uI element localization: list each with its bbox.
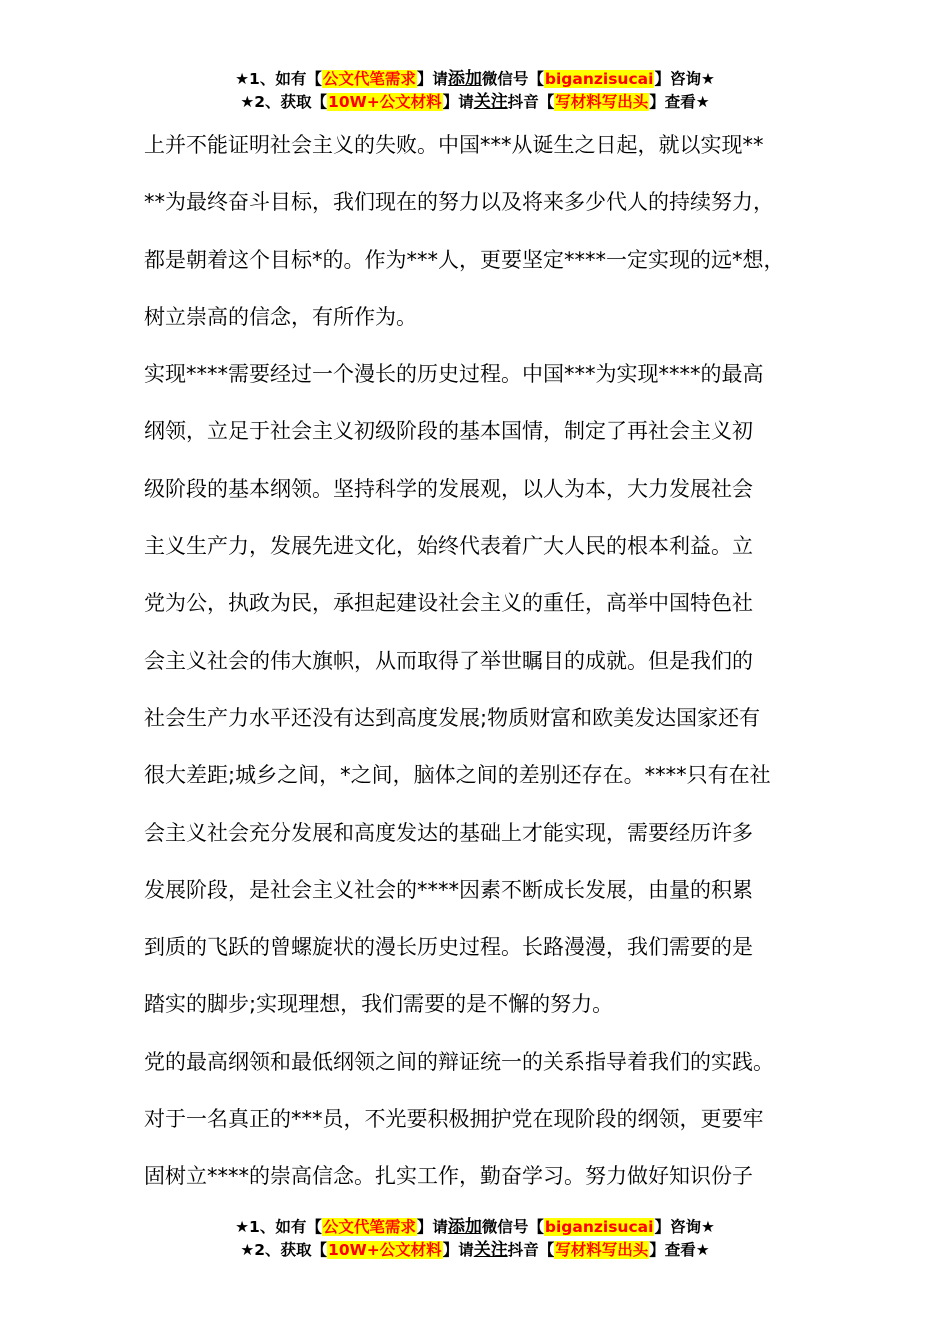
header-banner-top <box>0 68 950 114</box>
highlight-materials: 10W+公文材料 <box>328 1241 442 1259</box>
highlight-wechat-id: biganzisucai <box>544 70 654 88</box>
body-line: 固树立****的崇高信念。扎实工作，勤奋学习。努力做好知识份子 <box>144 1164 753 1189</box>
body-line: 党的最高纲领和最低纲领之间的辩证统一的关系指导着我们的实践。 <box>144 1049 774 1074</box>
body-line: 社会生产力水平还没有达到高度发展;物质财富和欧美发达国家还有 <box>144 705 761 730</box>
body-line: 级阶段的基本纲领。坚持科学的发展观，以人为本，大力发展社会 <box>144 476 753 501</box>
highlight-materials: 10W+公文材料 <box>328 93 442 111</box>
body-line: 到质的飞跃的曾螺旋状的漫长历史过程。长路漫漫，我们需要的是 <box>144 935 753 960</box>
body-line: 实现****需要经过一个漫长的历史过程。中国***为实现****的最高 <box>144 362 764 387</box>
body-line: 党为公，执政为民，承担起建设社会主义的重任，高举中国特色社 <box>144 591 753 616</box>
banner-text: 抖音【 <box>507 1241 555 1259</box>
body-line: 很大差距;城乡之间，*之间，脑体之间的差别还存在。****只有在社 <box>144 763 771 788</box>
banner-text: 】查看★ <box>649 93 710 111</box>
body-line: **为最终奋斗目标，我们现在的努力以及将来多少代人的持续努力， <box>144 190 774 215</box>
body-line: 都是朝着这个目标*的。作为***人，更要坚定****一定实现的远*想， <box>144 247 785 272</box>
banner-text: ★1、如有【 <box>235 1218 322 1236</box>
banner-line-1 <box>0 1216 950 1239</box>
banner-emphasis: 添加 <box>447 69 482 89</box>
body-line: 对于一名真正的***员，不光要积极拥护党在现阶段的纲领，更要牢 <box>144 1107 764 1132</box>
highlight-douyin-name: 写材料写出头 <box>555 1241 649 1259</box>
banner-text: 】咨询★ <box>654 70 715 88</box>
banner-text: 微信号【 <box>481 70 544 88</box>
banner-text: 】请 <box>416 70 448 88</box>
body-line: 会主义社会的伟大旗帜，从而取得了举世瞩目的成就。但是我们的 <box>144 648 753 673</box>
body-line: 纲领，立足于社会主义初级阶段的基本国情，制定了再社会主义初 <box>144 419 753 444</box>
highlight-service: 公文代笔需求 <box>322 70 416 88</box>
highlight-douyin-name: 写材料写出头 <box>555 93 649 111</box>
highlight-wechat-id: biganzisucai <box>544 1218 654 1236</box>
banner-text: ★2、获取【 <box>240 1241 328 1259</box>
banner-emphasis: 添加 <box>447 1217 482 1237</box>
body-line: 踏实的脚步;实现理想，我们需要的是不懈的努力。 <box>144 992 614 1017</box>
banner-text: 抖音【 <box>507 93 555 111</box>
banner-text: 微信号【 <box>481 1218 544 1236</box>
banner-line-2 <box>0 1239 950 1262</box>
header-banner-bottom <box>0 1216 950 1262</box>
banner-text: 】请 <box>442 93 474 111</box>
body-line: 会主义社会充分发展和高度发达的基础上才能实现，需要经历许多 <box>144 820 753 845</box>
body-line: 发展阶段，是社会主义社会的****因素不断成长发展，由量的积累 <box>144 877 753 902</box>
banner-text: 】请 <box>416 1218 448 1236</box>
banner-text: 】咨询★ <box>654 1218 715 1236</box>
banner-text: ★1、如有【 <box>235 70 322 88</box>
body-line: 主义生产力，发展先进文化，始终代表着广大人民的根本利益。立 <box>144 534 753 559</box>
banner-emphasis: 关注 <box>473 1240 508 1260</box>
body-line: 上并不能证明社会主义的失败。中国***从诞生之日起，就以实现** <box>144 133 764 157</box>
banner-line-1 <box>0 68 950 91</box>
highlight-service: 公文代笔需求 <box>322 1218 416 1236</box>
banner-emphasis: 关注 <box>473 92 508 112</box>
banner-line-2 <box>0 91 950 114</box>
document-body <box>144 117 824 1206</box>
body-line: 树立崇高的信念，有所作为。 <box>144 304 417 329</box>
banner-text: 】请 <box>442 1241 474 1259</box>
banner-text: 】查看★ <box>649 1241 710 1259</box>
banner-text: ★2、获取【 <box>240 93 328 111</box>
